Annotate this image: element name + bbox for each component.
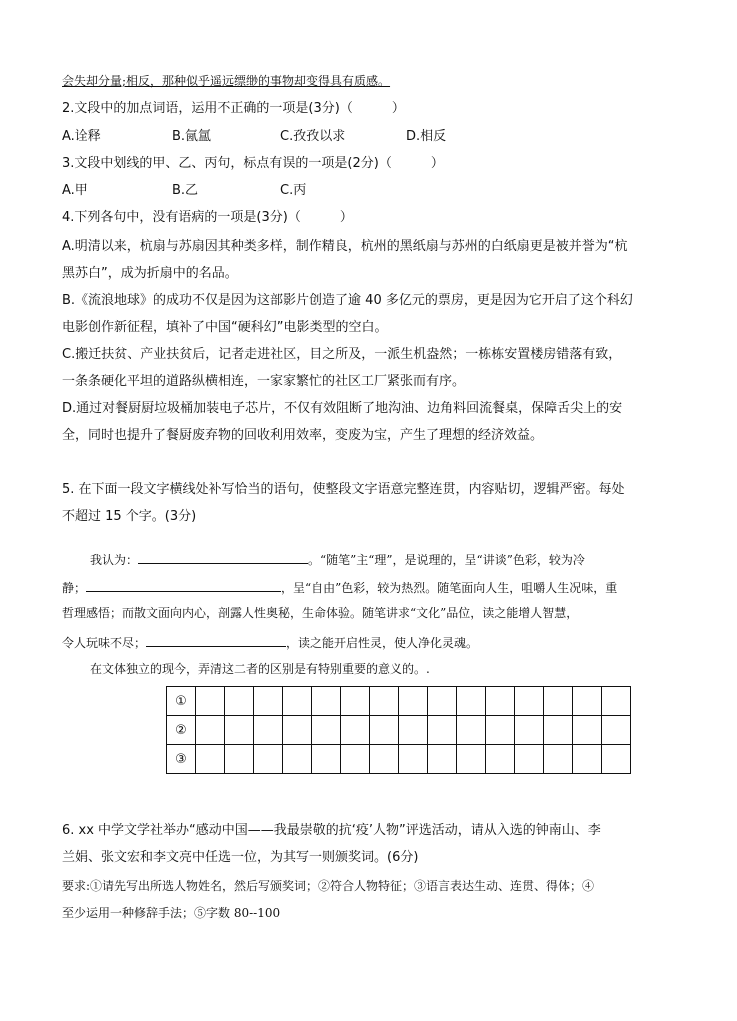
grid-cell[interactable] [196, 716, 225, 745]
q4-line: 黑苏白”，成为折扇中的名品。 [62, 266, 238, 281]
q4-line: A.明清以来，杭扇与苏扇因其种类多样，制作精良，杭州的黑纸扇与苏州的白纸扇更是被并誉为“杭 [62, 239, 628, 254]
grid-cell[interactable] [254, 745, 283, 774]
grid-cell[interactable] [196, 687, 225, 716]
grid-cell[interactable] [283, 687, 312, 716]
top-text: 会失却分量;相反，那种似乎遥远缥缈的事物却变得具有质感。 [62, 74, 391, 88]
grid-cell[interactable] [283, 745, 312, 774]
grid-cell[interactable] [283, 716, 312, 745]
grid-row-label: ② [167, 716, 196, 745]
grid-cell[interactable] [573, 716, 602, 745]
grid-cell[interactable] [486, 716, 515, 745]
grid-cell[interactable] [312, 687, 341, 716]
grid-cell[interactable] [428, 716, 457, 745]
q2-stem: 2.文段中的加点词语，运用不正确的一项是(3分)（ ） [62, 101, 405, 116]
q6-stem: 兰娟、张文宏和李文亮中任选一位，为其写一则颁奖词。(6分) [62, 850, 419, 865]
q4-line: B.《流浪地球》的成功不仅是因为这部影片创造了逾 40 多亿元的票房，更是因为它开启了这个科幻 [62, 293, 633, 308]
q5-text: 静； [62, 581, 87, 595]
q5-text: 。“随笔”主“理”，是说理的，呈“讲谈”色彩，较为冷 [308, 553, 585, 567]
q4-line: C.搬迁扶贫、产业扶贫后，记者走进社区，目之所及，一派生机盎然；一栋栋安置楼房错落有致， [62, 347, 622, 362]
q5-text: ，读之能开启性灵，使人净化灵魂。 [286, 636, 479, 650]
grid-cell[interactable] [312, 745, 341, 774]
answer-blank-3[interactable] [146, 632, 286, 647]
q5-stem: 5. 在下面一段文字横线处补写恰当的语句，使整段文字语意完整连贯，内容贴切，逻辑严密。每处 [62, 482, 625, 497]
q3-option-a: A.甲 [62, 183, 88, 198]
q4-line: D.通过对餐厨厨垃圾桶加装电子芯片，不仅有效阻断了地沟油、边角料回流餐桌，保障舌尖上的安 [62, 401, 623, 416]
grid-cell[interactable] [515, 716, 544, 745]
q3-option-c: C.丙 [280, 183, 307, 198]
grid-cell[interactable] [602, 716, 631, 745]
grid-cell[interactable] [428, 687, 457, 716]
grid-cell[interactable] [370, 687, 399, 716]
grid-cell[interactable] [602, 687, 631, 716]
grid-cell[interactable] [515, 745, 544, 774]
q6-requirements: 至少运用一种修辞手法；⑤字数 80--100 [62, 906, 281, 920]
q5-text: ，呈“自由”色彩，较为热烈。随笔面向人生，咀嚼人生况味，重 [281, 581, 618, 595]
grid-cell[interactable] [602, 745, 631, 774]
grid-cell[interactable] [544, 716, 573, 745]
grid-cell[interactable] [544, 745, 573, 774]
grid-cell[interactable] [457, 716, 486, 745]
grid-cell[interactable] [544, 687, 573, 716]
q4-stem: 4.下列各句中，没有语病的一项是(3分)（ ） [62, 210, 353, 225]
q5-stem: 不超过 15 个字。(3分) [62, 509, 197, 524]
grid-cell[interactable] [341, 716, 370, 745]
grid-row-label: ① [167, 687, 196, 716]
grid-cell[interactable] [399, 716, 428, 745]
q2-option-c: C.孜孜以求 [280, 129, 346, 144]
grid-cell[interactable] [225, 716, 254, 745]
grid-cell[interactable] [312, 716, 341, 745]
answer-grid [166, 686, 631, 774]
q2-option-d: D.相反 [406, 129, 447, 144]
answer-grid-row [167, 687, 631, 716]
grid-cell[interactable] [486, 687, 515, 716]
grid-cell[interactable] [370, 745, 399, 774]
grid-row-label: ③ [167, 745, 196, 774]
grid-cell[interactable] [254, 687, 283, 716]
q4-line: 电影创作新征程，填补了中国“硬科幻”电影类型的空白。 [62, 320, 388, 335]
q6-requirements: 要求:①请先写出所选人物姓名，然后写颁奖词；②符合人物特征；③语言表达生动、连贯、得体；④ [62, 879, 595, 893]
q5-passage-line-2 [62, 577, 617, 597]
q5-passage-line-1 [90, 549, 585, 569]
q4-line: 一条条硬化平坦的道路纵横相连，一家家繁忙的社区工厂紧张而有序。 [62, 374, 466, 389]
grid-cell[interactable] [341, 745, 370, 774]
q3-option-b: B.乙 [172, 183, 199, 198]
answer-grid-row [167, 716, 631, 745]
q2-option-b: B.氤氲 [172, 129, 212, 144]
grid-cell[interactable] [457, 745, 486, 774]
grid-cell[interactable] [196, 745, 225, 774]
q4-line: 全，同时也提升了餐厨废弃物的回收利用效率，变废为宝，产生了理想的经济效益。 [62, 428, 544, 443]
grid-cell[interactable] [370, 716, 399, 745]
grid-cell[interactable] [573, 745, 602, 774]
grid-cell[interactable] [428, 745, 457, 774]
q6-stem: 6. xx 中学文学社举办“感动中国——我最崇敬的抗‘疫’人物”评选活动，请从入选的钟南山、李 [62, 823, 601, 838]
grid-cell[interactable] [225, 687, 254, 716]
grid-cell[interactable] [341, 687, 370, 716]
answer-blank-2[interactable] [86, 577, 281, 592]
grid-cell[interactable] [486, 745, 515, 774]
grid-cell[interactable] [515, 687, 544, 716]
answer-grid-row [167, 745, 631, 774]
q5-passage-line-4 [62, 632, 478, 652]
grid-cell[interactable] [399, 687, 428, 716]
q2-option-a: A.诠释 [62, 129, 101, 144]
answer-blank-1[interactable] [138, 549, 308, 564]
q5-text: 我认为： [90, 553, 139, 567]
q3-stem: 3.文段中划线的甲、乙、丙句，标点有误的一项是(2分)（ ） [62, 156, 444, 171]
grid-cell[interactable] [573, 687, 602, 716]
q5-passage-line-3: 哲理感悟；而散文面向内心，剖露人性奥秘，生命体验。随笔讲求“文化”品位，读之能增人智慧， [62, 606, 579, 620]
grid-cell[interactable] [457, 687, 486, 716]
grid-cell[interactable] [225, 745, 254, 774]
q5-passage-line-5: 在文体独立的现今，弄清这二者的区别是有特别重要的意义的。. [90, 662, 430, 676]
grid-cell[interactable] [399, 745, 428, 774]
grid-cell[interactable] [254, 716, 283, 745]
q5-text: 令人玩味不尽； [62, 636, 147, 650]
